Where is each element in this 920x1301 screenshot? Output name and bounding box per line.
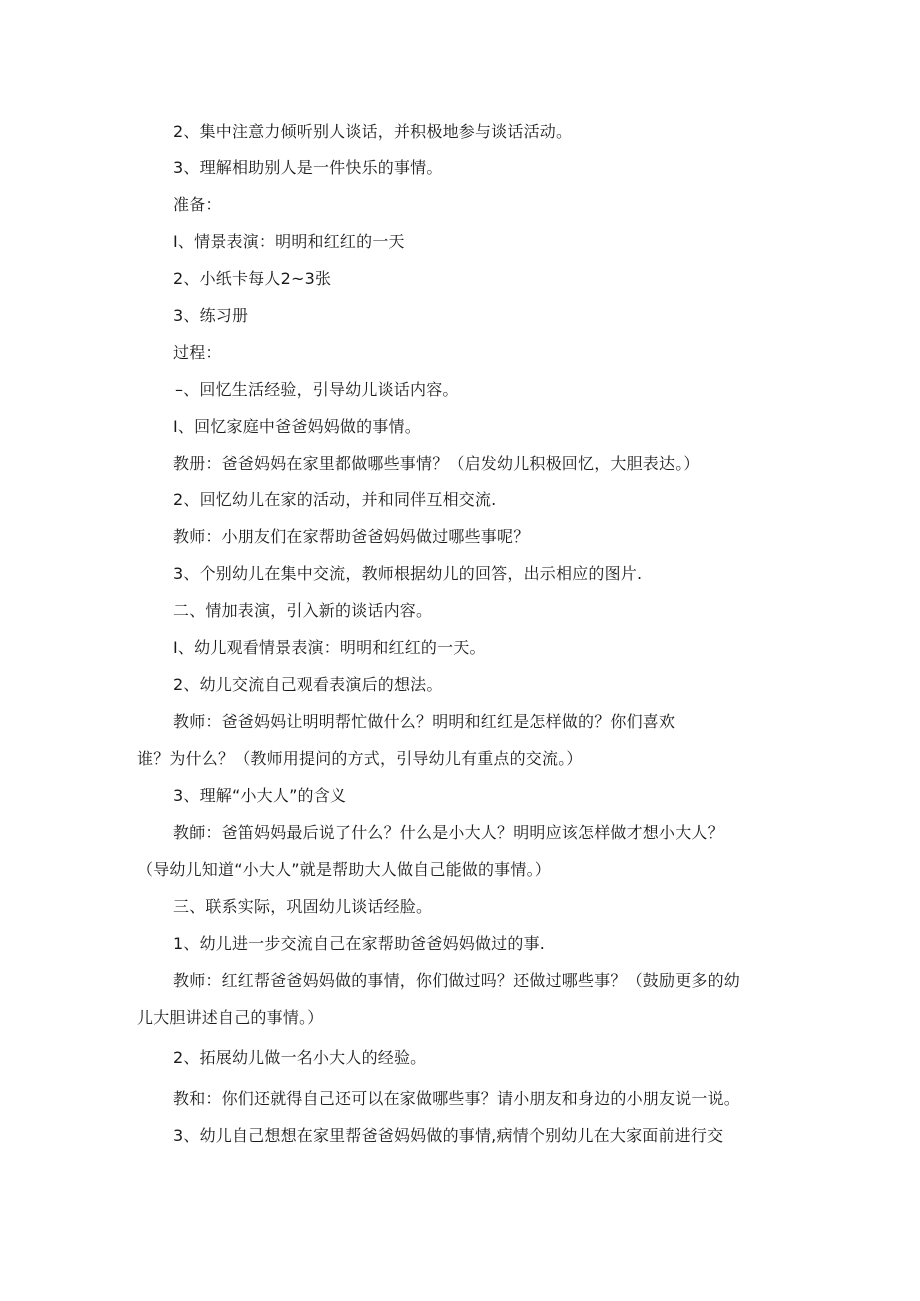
paragraph-line: 教师：红红帮爸爸妈妈做的事情，你们做过吗？还做过哪些事？（鼓励更多的幼 [173,971,741,990]
section-heading: 三、联系实际，巩固幼儿谈话经脸。 [173,897,433,916]
section-heading: –、回忆生活经验，引导幼儿谈话内容。 [175,380,459,399]
paragraph-line: I、情景表演：明明和红红的一天 [173,232,405,251]
paragraph-line: I、幼儿观看情景表演：明明和红红的一天。 [173,638,486,657]
paragraph-line: 谁？为什么？（教师用提问的方式，引导幼儿有重点的交流。） [137,749,583,768]
section-heading: 二、情加表演，引入新的谈话内容。 [173,601,433,620]
paragraph-line: I、回忆家庭中爸爸妈妈做的事情。 [173,417,421,436]
paragraph-line: 3、理解“小大人”的含义 [173,786,347,805]
paragraph-line: 2、幼儿交流自己观看表演后的想法。 [173,675,443,694]
paragraph-line: （导幼儿知道“小大人”就是帮助大人做自己能做的事情。） [137,860,551,879]
paragraph-line: 2、小纸卡每人2~3张 [173,269,332,288]
paragraph-line: 3、理解相助别人是一件快乐的事情。 [173,158,443,177]
paragraph-line: 2、回忆幼儿在家的活动，并和同伴互相交流. [173,490,497,509]
paragraph-line: 教師：爸笛妈妈最后说了什么？什么是小大人？明明应该怎样做才想小大人？ [173,823,724,842]
paragraph-line: 3、幼儿自己想想在家里帮爸爸妈妈做的事情,病情个别幼儿在大家面前进行交 [173,1126,724,1145]
paragraph-line: 教师：小朋友们在家帮助爸爸妈妈做过哪些事呢？ [173,527,530,546]
section-label: 准备： [173,195,222,214]
paragraph-line: 教师：爸爸妈妈让明明帮忙做什么？明明和红红是怎样做的？你们喜欢 [173,712,676,731]
paragraph-line: 2、拓展幼儿做一名小大人的经验。 [173,1048,427,1067]
paragraph-line: 1、幼儿进一步交流自己在家帮助爸爸妈妈做过的事. [173,934,546,953]
paragraph-line: 3、练习册 [173,306,249,325]
paragraph-line: 儿大胆讲述自己的事情。） [137,1008,324,1027]
section-label: 过程： [173,343,222,362]
paragraph-line: 2、集中注意力倾听别人谈话，并积极地参与谈话活动。 [173,122,573,141]
paragraph-line: 教和：你们还就得自己还可以在家做哪些事？请小朋友和身边的小朋友说一说。 [173,1089,741,1108]
paragraph-line: 教册：爸爸妈妈在家里都做哪些事情？（启发幼儿积极回忆，大胆表达。） [173,454,700,473]
paragraph-line: 3、个别幼儿在集中交流，教师根据幼儿的回答，出示相应的图片. [173,564,643,583]
